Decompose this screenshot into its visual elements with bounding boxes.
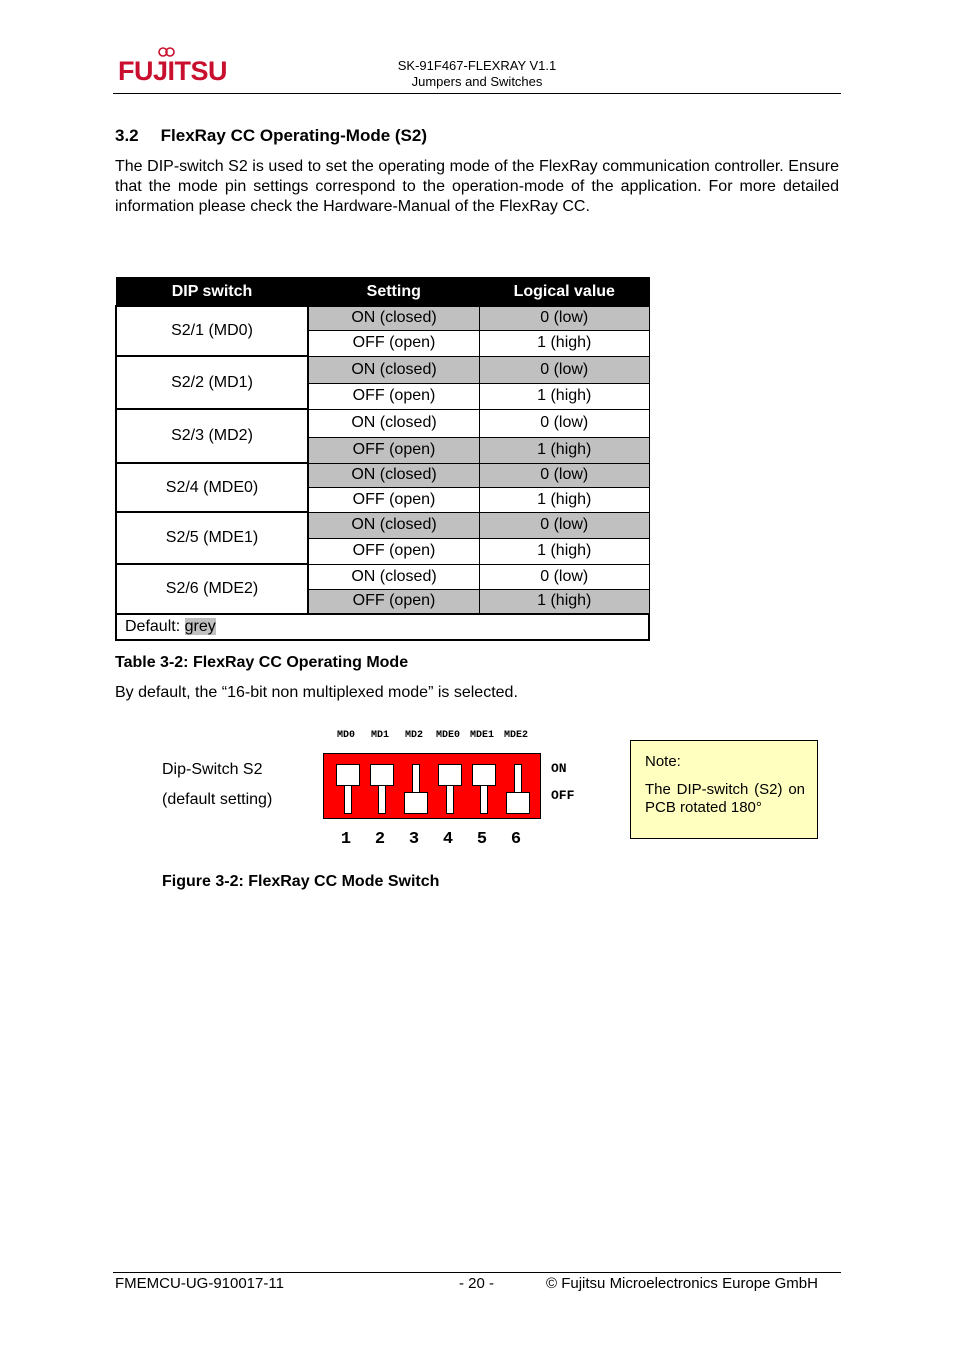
cell-logical-value: 1 (high) xyxy=(480,330,650,356)
switch-name-labels xyxy=(322,730,542,746)
default-note xyxy=(116,614,649,640)
dip-switch-body xyxy=(323,753,541,819)
footer-doc-id: FMEMCU-UG-910017-11 xyxy=(115,1275,284,1292)
switch-name-label: MDE2 xyxy=(503,730,528,741)
cell-setting: OFF (open) xyxy=(308,383,480,409)
table-row xyxy=(116,356,649,383)
on-label: ON xyxy=(551,761,567,776)
operating-mode-table xyxy=(115,277,650,641)
switch-stem xyxy=(446,785,454,814)
cell-logical-value: 1 (high) xyxy=(480,437,650,463)
default-label: Default: xyxy=(125,618,185,635)
fujitsu-logo xyxy=(118,44,228,92)
header-rule xyxy=(113,93,841,94)
figure-label-line2: (default setting) xyxy=(162,791,273,808)
cell-dip-switch: S2/4 (MDE0) xyxy=(116,463,308,512)
default-value: grey xyxy=(184,618,216,635)
table-row xyxy=(116,463,649,487)
switch-number-label: 2 xyxy=(374,830,386,849)
switch-name-label: MD0 xyxy=(336,730,355,741)
footer-copyright: © Fujitsu Microelectronics Europe GmbH xyxy=(546,1275,818,1292)
switch-number-label: 5 xyxy=(476,830,488,849)
cell-setting: OFF (open) xyxy=(308,437,480,463)
note-text: The DIP-switch (S2) on PCB rotated 180° xyxy=(645,781,805,816)
cell-logical-value: 0 (low) xyxy=(480,512,650,538)
cell-logical-value: 0 (low) xyxy=(480,463,650,487)
header-doc-title: SK-91F467-FLEXRAY V1.1 xyxy=(397,58,557,73)
switch-stem xyxy=(344,785,352,814)
note-box xyxy=(630,740,818,839)
switch-number-label: 1 xyxy=(340,830,352,849)
switch-stem xyxy=(514,764,522,793)
cell-setting: OFF (open) xyxy=(308,538,480,564)
switch-number-labels xyxy=(322,830,542,852)
footer-rule xyxy=(113,1272,841,1273)
off-label: OFF xyxy=(551,788,575,803)
cell-setting: ON (closed) xyxy=(308,409,480,437)
cell-logical-value: 0 (low) xyxy=(480,564,650,589)
cell-setting: OFF (open) xyxy=(308,330,480,356)
section-number: 3.2 xyxy=(115,126,139,145)
switch-name-label: MD2 xyxy=(404,730,423,741)
cell-logical-value: 1 (high) xyxy=(480,487,650,512)
switch-lever xyxy=(438,764,462,786)
switch-name-label: MDE0 xyxy=(435,730,460,741)
table-row xyxy=(116,564,649,589)
switch-lever xyxy=(336,764,360,786)
figure-caption: Figure 3-2: FlexRay CC Mode Switch xyxy=(162,873,440,890)
cell-logical-value: 1 (high) xyxy=(480,589,650,614)
cell-logical-value: 0 (low) xyxy=(480,356,650,383)
cell-setting: ON (closed) xyxy=(308,512,480,538)
cell-setting: ON (closed) xyxy=(308,306,480,330)
switch-number-label: 4 xyxy=(442,830,454,849)
switch-stem xyxy=(480,785,488,814)
cell-setting: OFF (open) xyxy=(308,589,480,614)
logo-wordmark: FUJITSU xyxy=(118,56,228,86)
table-row xyxy=(116,512,649,538)
cell-setting: ON (closed) xyxy=(308,463,480,487)
cell-logical-value: 1 (high) xyxy=(480,383,650,409)
cell-dip-switch: S2/6 (MDE2) xyxy=(116,564,308,614)
switch-name-label: MD1 xyxy=(370,730,389,741)
cell-logical-value: 0 (low) xyxy=(480,306,650,330)
switch-number-label: 3 xyxy=(408,830,420,849)
cell-setting: ON (closed) xyxy=(308,356,480,383)
cell-dip-switch: S2/1 (MD0) xyxy=(116,306,308,356)
cell-dip-switch: S2/5 (MDE1) xyxy=(116,512,308,564)
table-default-row xyxy=(116,614,649,640)
table-row xyxy=(116,409,649,437)
col-header-setting: Setting xyxy=(308,278,480,307)
col-header-dip-switch: DIP switch xyxy=(116,278,308,307)
cell-setting: OFF (open) xyxy=(308,487,480,512)
table-caption: Table 3-2: FlexRay CC Operating Mode xyxy=(115,654,409,671)
section-body: The DIP-switch S2 is used to set the operating mode of the FlexRay communication controller. Ensure that the mode pin settings correspond to the operation-mode of the application. For more detailed information please check the Hardware-Manual of the FlexRay CC. xyxy=(115,158,839,215)
cell-dip-switch: S2/3 (MD2) xyxy=(116,409,308,463)
switch-name-label: MDE1 xyxy=(469,730,494,741)
note-title: Note: xyxy=(645,753,681,770)
cell-dip-switch: S2/2 (MD1) xyxy=(116,356,308,409)
cell-setting: ON (closed) xyxy=(308,564,480,589)
default-mode-text: By default, the “16-bit non multiplexed mode” is selected. xyxy=(115,684,518,701)
footer-page-number: - 20 - xyxy=(459,1275,495,1292)
cell-logical-value: 1 (high) xyxy=(480,538,650,564)
running-header xyxy=(330,58,624,90)
col-header-logical-value: Logical value xyxy=(480,278,650,307)
switch-lever xyxy=(506,792,530,814)
switch-stem xyxy=(378,785,386,814)
switch-lever xyxy=(472,764,496,786)
switch-lever xyxy=(370,764,394,786)
figure-label-line1: Dip-Switch S2 xyxy=(162,761,263,778)
table-header-row xyxy=(116,278,649,307)
table-row xyxy=(116,306,649,330)
cell-logical-value: 0 (low) xyxy=(480,409,650,437)
switch-stem xyxy=(412,764,420,793)
header-doc-subtitle: Jumpers and Switches xyxy=(411,74,543,89)
switch-number-label: 6 xyxy=(510,830,522,849)
section-title: FlexRay CC Operating-Mode (S2) xyxy=(160,126,428,145)
switch-lever xyxy=(404,792,428,814)
section-heading xyxy=(115,126,427,146)
